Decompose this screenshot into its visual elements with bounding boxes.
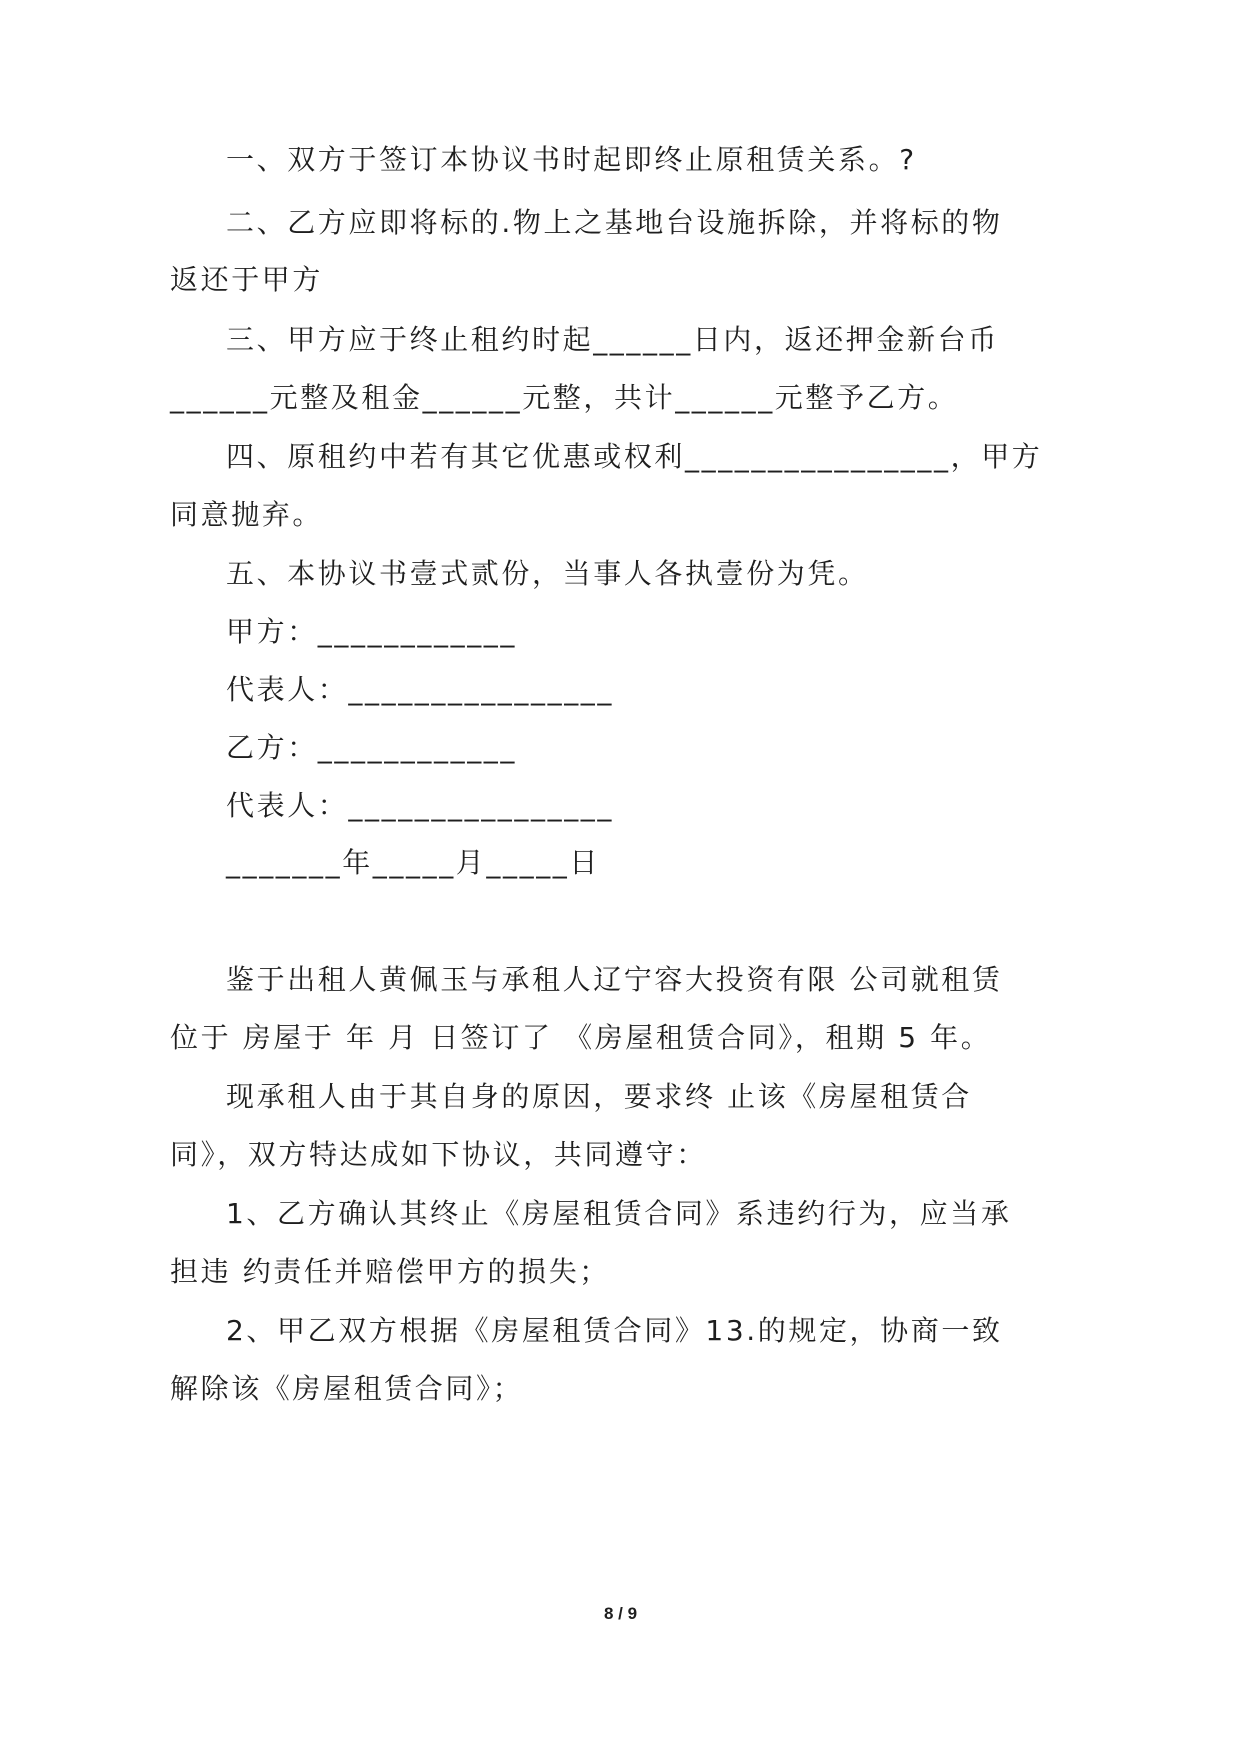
reason-line-1: 现承租人由于其自身的原因，要求终 止该《房屋租赁合: [226, 1080, 972, 1113]
party-b-signature-line: 乙方：____________: [226, 731, 518, 764]
item-1-line-1: 1、乙方确认其终止《房屋租赁合同》系违约行为，应当承: [226, 1197, 1012, 1230]
clause-1: 一、双方于签订本协议书时起即终止原租赁关系。?: [226, 143, 917, 176]
reason-line-2: 同》，双方特达成如下协议，共同遵守：: [170, 1138, 707, 1171]
clause-4-line-1: 四、原租约中若有其它优惠或权利________________，甲方: [226, 440, 1043, 473]
party-b-representative-line: 代表人：________________: [226, 789, 615, 822]
clause-4-line-2: 同意抛弃。: [170, 498, 324, 531]
item-1-line-2: 担违 约责任并赔偿甲方的损失；: [170, 1255, 610, 1288]
clause-2-line-1: 二、乙方应即将标的.物上之基地台设施拆除，并将标的物: [226, 206, 1003, 239]
date-line: _______年_____月_____日: [226, 846, 601, 879]
clause-3-line-2: ______元整及租金______元整，共计______元整予乙方。: [170, 381, 959, 414]
page-number: 8 / 9: [603, 1604, 638, 1623]
preamble-line-1: 鉴于出租人黄佩玉与承租人辽宁容大投资有限 公司就租赁: [226, 963, 1003, 996]
clause-2-line-2: 返还于甲方: [170, 263, 324, 296]
item-2-line-1: 2、甲乙双方根据《房屋租赁合同》13.的规定，协商一致: [226, 1314, 1003, 1347]
preamble-line-2: 位于 房屋于 年 月 日签订了 《房屋租赁合同》，租期 5 年。: [170, 1021, 992, 1054]
party-a-representative-line: 代表人：________________: [226, 673, 615, 706]
party-a-signature-line: 甲方：____________: [226, 615, 518, 648]
clause-3-line-1: 三、甲方应于终止租约时起______日内，返还押金新台币: [226, 323, 999, 356]
clause-5: 五、本协议书壹式贰份，当事人各执壹份为凭。: [226, 557, 869, 590]
item-2-line-2: 解除该《房屋租赁合同》；: [170, 1372, 524, 1405]
